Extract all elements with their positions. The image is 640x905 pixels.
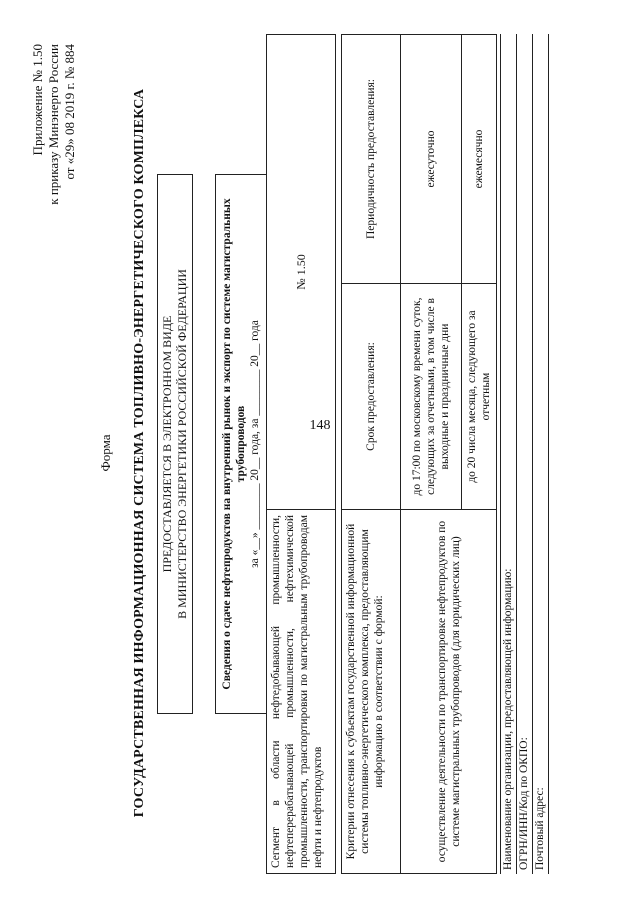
deadline-monthly: до 20 числа месяца, следующего за отчетным [462, 284, 497, 510]
page-number: 148 [309, 418, 331, 433]
criteria-table [341, 34, 497, 874]
provided-cell [158, 175, 193, 714]
report-title-box [215, 174, 267, 714]
appendix-line-3: от «29» 08 2019 г. № 884 [62, 44, 77, 180]
appendix-line-2: к приказу Минэнерго России [46, 44, 61, 205]
main-title: ГОСУДАРСТВЕННАЯ ИНФОРМАЦИОННАЯ СИСТЕМА ТОПЛИВНО-ЭНЕРГЕТИЧЕСКОГО КОМПЛЕКСА [132, 88, 147, 818]
report-period: за «__» ________ 20__ года, за ________ 20__ года [249, 320, 261, 568]
report-title: Сведения о сдаче нефтепродуктов на внутренний рынок и экспорт по системе магистральных трубопроводов [221, 198, 247, 690]
appendix-note [30, 44, 78, 205]
criteria-header: Критерии отнесения к субъектам государственной информационной системы топливно-энергетического комплекса, предоставляющим информацию в соответствии с формой: [342, 510, 401, 874]
provided-line-1: ПРЕДОСТАВЛЯЕТСЯ В ЭЛЕКТРОННОМ ВИДЕ [160, 315, 174, 573]
report-title-cell [216, 175, 267, 714]
form-number: № 1.50 [267, 35, 336, 510]
segment-text: Сегмент в области нефтедобывающей промышленности, нефтеперерабатывающей промышленности, нефтехимической промышленности, транспортировки по магистральным трубопроводам нефти и нефтепродуктов [267, 510, 336, 874]
provided-line-2: В МИНИСТЕРСТВО ЭНЕРГЕТИКИ РОССИЙСКОЙ ФЕДЕРАЦИИ [175, 269, 189, 619]
provided-box [157, 174, 193, 714]
respondent-ogrn-line: ОГРН/ИНН/Код по ОКПО: [517, 34, 533, 874]
deadline-header: Срок предоставления: [342, 284, 401, 510]
respondent-address-line: Почтовый адрес: [533, 34, 549, 874]
respondent-block [500, 34, 549, 874]
period-monthly: ежемесячно [462, 35, 497, 284]
criteria-row-text: осуществление деятельности по транспортировке нефтепродуктов по системе магистральных трубопроводов (для юридических лиц) [401, 510, 497, 874]
segment-table [266, 34, 336, 874]
deadline-daily: до 17:00 по московскому времени суток, следующих за отчетными, в том числе в выходные и праздничные дни [401, 284, 462, 510]
respondent-name-line: Наименование организации, предоставляющей информацию: [501, 34, 517, 874]
period-daily: ежесуточно [401, 35, 462, 284]
period-header: Периодичность предоставления: [342, 35, 401, 284]
form-label: Форма [98, 434, 113, 472]
rotated-form [22, 22, 618, 884]
appendix-line-1: Приложение № 1.50 [30, 44, 45, 156]
